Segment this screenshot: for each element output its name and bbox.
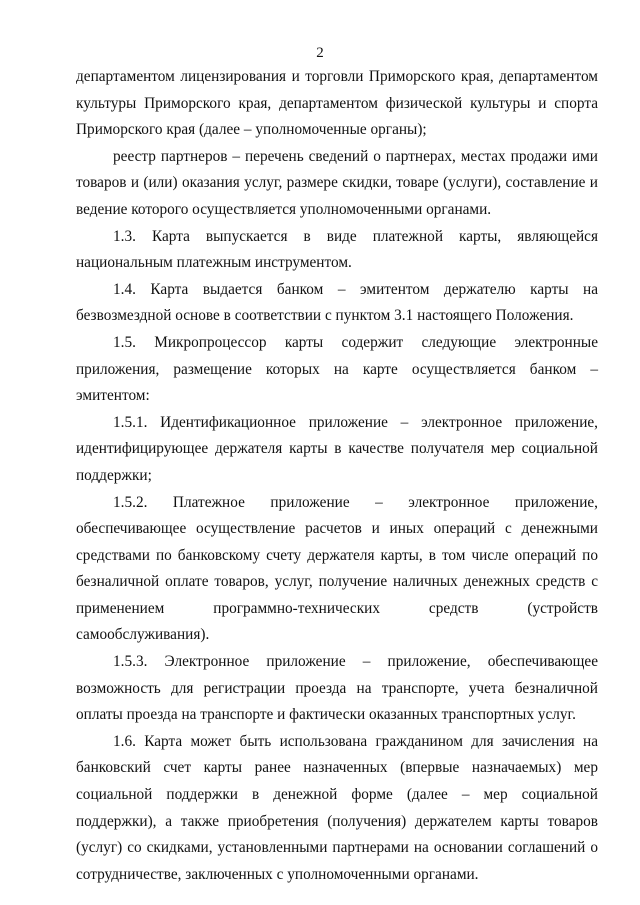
paragraph-1-5-2: 1.5.2. Платежное приложение – электронное приложение, обеспечивающее осуществление расчетов и иных операций с денежными средствами по банковскому счету держателя карты, в том числе операций по безналичной оплате товаров, услуг, получение наличных денежных средств с применением программно-технических средств (устройств самообслуживания). bbox=[76, 493, 598, 644]
document-body bbox=[76, 64, 598, 888]
paragraph-continuation: департаментом лицензирования и торговли Приморского края, департаментом культуры Приморского края, департаментом физической культуры и спорта Приморского края (далее – уполномоченные органы); bbox=[76, 68, 598, 139]
paragraph-1-5-3: 1.5.3. Электронное приложение – приложение, обеспечивающее возможность для регистрации проезда на транспорте, учета безналичной оплаты проезда на транспорте и фактически оказанных транспортных услуг. bbox=[76, 653, 598, 724]
paragraph-1-4: 1.4. Карта выдается банком – эмитентом держателю карты на безвозмездной основе в соответствии с пунктом 3.1 настоящего Положения. bbox=[76, 280, 598, 325]
paragraph-1-5-1: 1.5.1. Идентификационное приложение – электронное приложение, идентифицирующее держателя карты в качестве получателя мер социальной поддержки; bbox=[76, 413, 598, 484]
paragraph-1-3: 1.3. Карта выпускается в виде платежной карты, являющейся национальным платежным инструментом. bbox=[76, 227, 598, 272]
paragraph-1-5: 1.5. Микропроцессор карты содержит следующие электронные приложения, размещение которых на карте осуществляется банком – эмитентом: bbox=[76, 333, 598, 405]
paragraph-1-6: 1.6. Карта может быть использована гражданином для зачисления на банковский счет карты ранее назначенных (впервые назначаемых) мер социальной поддержки в денежной форме (далее – мер социальной поддержки), а также приобретения (получения) держателем карты товаров (услуг) со скидками, установленными партнерами на основании соглашений о сотрудничестве, заключенных с уполномоченными органами. bbox=[76, 732, 598, 883]
paragraph-registry-definition: реестр партнеров – перечень сведений о партнерах, местах продажи ими товаров и (или) оказания услуг, размере скидки, товаре (услуги), составление и ведение которого осуществляется уполномоченными органами. bbox=[76, 147, 598, 218]
page-number: 2 bbox=[316, 45, 324, 61]
